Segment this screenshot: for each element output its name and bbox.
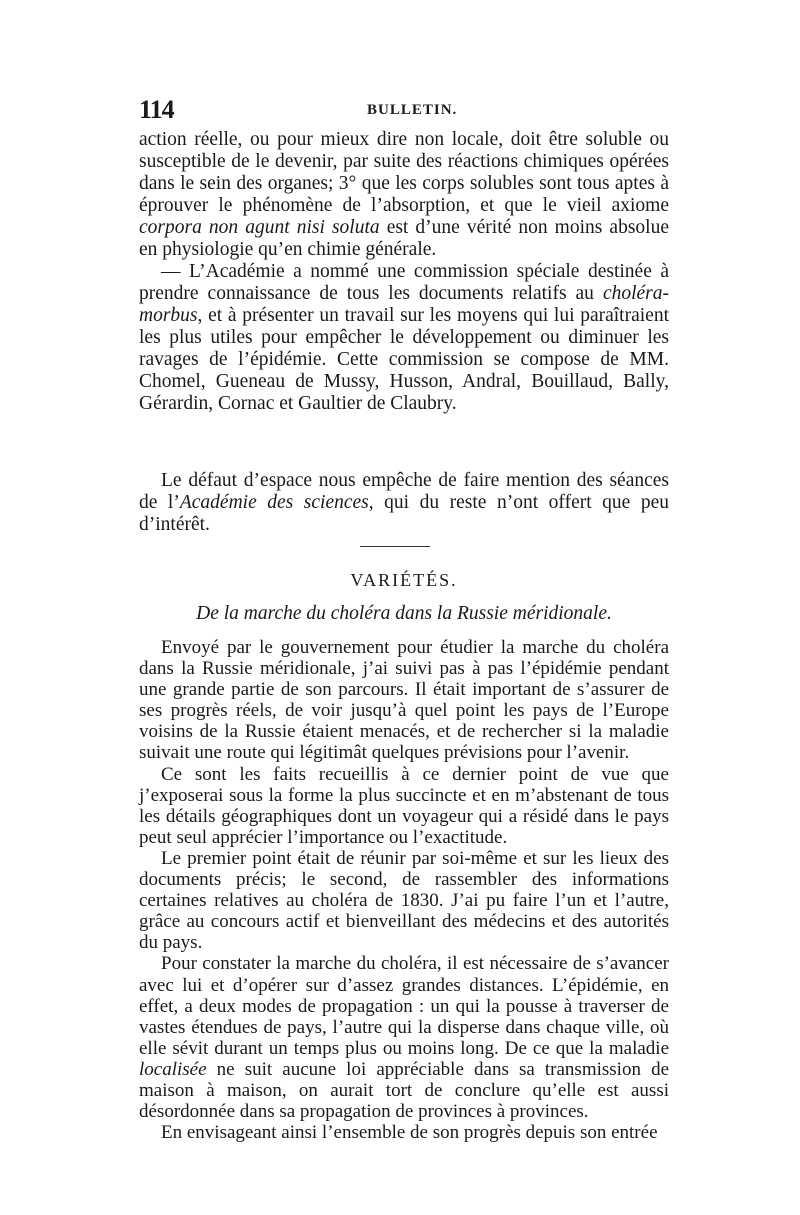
italic-term: choléra-morbus (139, 283, 669, 326)
text-block-notice (139, 470, 669, 536)
paragraph: Ce sont les faits recueillis à ce dernier point de vue que j’exposerai sous la forme la plus succincte et en m’abstenant de tous les détails géographiques dont un voyageur qui a résidé dans le pays peut seul apprécier l’importance ou l’exactitude. (139, 763, 669, 848)
text-block-article (139, 637, 669, 1143)
text-run: , qui du reste n’ont offert que peu d’intérêt. (139, 492, 669, 535)
paragraph-commission (139, 261, 669, 415)
latin-phrase: corpora non agunt nisi soluta (139, 217, 380, 238)
paragraph: En envisageant ainsi l’ensemble de son progrès depuis son entrée (161, 1122, 658, 1144)
text-run: , et à présenter un travail sur les moyens qui lui paraîtraient les plus utiles pour empêcher le développement ou diminuer les ravages de l’épidémie. Cette commission se compose de MM. Chomel, Gueneau de Mussy, Husson, Andral, Bouillaud, Bally, Gérardin, Cornac et Gaultier de Claubry. (139, 305, 669, 414)
page-number: 114 (139, 95, 174, 124)
article-subtitle: De la marche du choléra dans la Russie méridionale. (196, 603, 612, 624)
paragraph-notice (139, 470, 669, 536)
text-run: est d’une vérité non moins absolue en physiologie qu’en chimie générale. (139, 217, 669, 260)
section-title: VARIÉTÉS. (350, 570, 458, 590)
text-run: Pour constater la marche du choléra, il est nécessaire de s’avancer avec lui et d’opérer sur d’assez grandes distances. L’épidémie, en effet, a deux modes de propagation : un qui la pousse à traverser de vastes étendues de pays, l’autre qui la disperse dans chaque ville, où elle sévit durant un temps plus ou moins long. De ce que la maladie (139, 953, 669, 1059)
text-block-academie (139, 129, 669, 415)
italic-term: Académie des sciences (179, 492, 369, 513)
italic-term: localisée (139, 1058, 207, 1080)
paragraph: Le premier point était de réunir par soi-même et sur les lieux des documents précis; le second, de rassembler des informations certaines relatives au choléra de 1830. J’ai pu faire l’un et l’autre, grâce au concours actif et bienveillant des médecins et des autorités du pays. (139, 847, 669, 954)
paragraph: Envoyé par le gouvernement pour étudier la marche du choléra dans la Russie méridionale, j’ai suivi pas à pas l’épidémie pendant une grande partie de son parcours. Il était important de s’assurer de ses progrès réels, de voir jusqu’à quel point les pays de l’Europe voisins de la Russie étaient menacés, et de rechercher si la maladie suivait une route qui légitimât quelques prévisions pour l’avenir. (139, 637, 669, 764)
page-header (139, 95, 669, 125)
paragraph-absorption (139, 129, 669, 261)
running-head: BULLETIN. (367, 102, 458, 118)
text-run: Le défaut d’espace nous empêche de faire mention des séances de l’ (139, 470, 669, 513)
text-run: — L’Académie a nommé une commission spéciale destinée à prendre connaissance de tous les documents relatifs au (139, 261, 669, 304)
paragraph (139, 953, 669, 1122)
text-run: action réelle, ou pour mieux dire non locale, doit être soluble ou susceptible de le devenir, par suite des réactions chimiques opérées dans le sein des organes; 3° que les corps solubles sont tous aptes à éprouver le phénomène de l’absorption, et que le vieil axiome (139, 129, 669, 216)
section-divider (360, 546, 430, 547)
text-run: ne suit aucune loi appréciable dans sa transmission de maison à maison, on aurait tort de conclure qu’elle est aussi désordonnée dans sa propagation de provinces à provinces. (139, 1058, 669, 1123)
